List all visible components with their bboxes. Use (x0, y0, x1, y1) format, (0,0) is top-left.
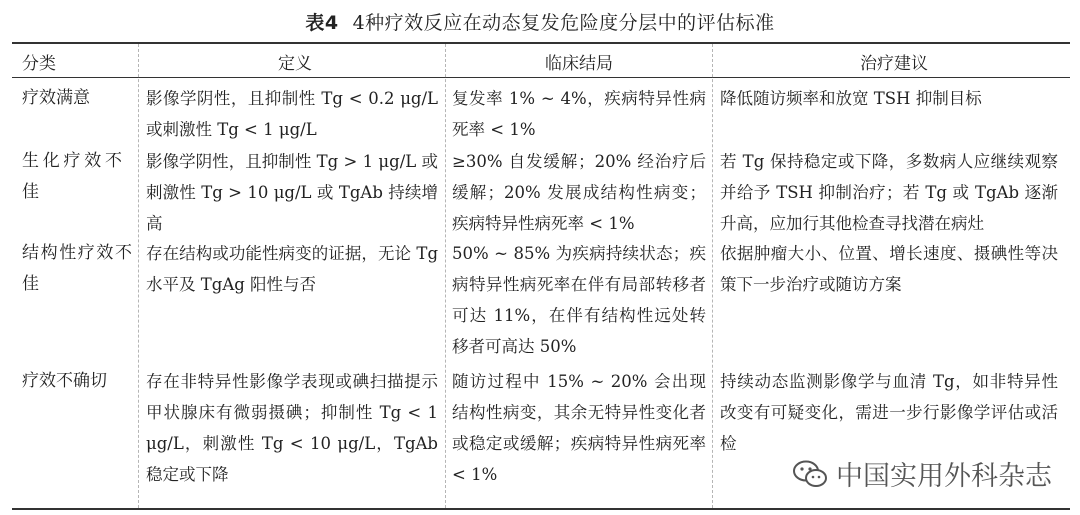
row-outcome: 复发率 1% ~ 4%，疾病特异性病死率 < 1% (452, 89, 706, 139)
header-outcome: 临床结局 (545, 54, 613, 74)
row-category: 结构性疗效不佳 (22, 243, 132, 294)
row-definition: 存在非特异性影像学表现或碘扫描提示甲状腺床有微弱摄碘；抑制性 Tg < 1 μg/L，刺激性 Tg < 10 μg/L，TgAb 稳定或下降 (146, 372, 438, 484)
row-category: 生化疗效不佳 (22, 151, 122, 202)
top-rule (12, 42, 1070, 44)
row-definition: 影像学阴性，且抑制性 Tg > 1 μg/L 或刺激性 Tg > 10 μg/L 或 TgAb 持续增高 (146, 152, 438, 233)
row-outcome: ≥30% 自发缓解；20% 经治疗后缓解；20% 发展成结构性病变；疾病特异性病死率 < 1% (452, 152, 706, 233)
column-divider (138, 44, 139, 508)
table-number: 表4 (305, 12, 339, 34)
row-recommendation: 若 Tg 保持稳定或下降，多数病人应继续观察并给予 TSH 抑制治疗；若 Tg 或 TgAb 逐渐升高，应加行其他检查寻找潜在病灶 (720, 152, 1058, 233)
wechat-icon (792, 459, 828, 489)
row-definition: 影像学阴性，且抑制性 Tg < 0.2 μg/L 或刺激性 Tg < 1 μg/L (146, 89, 438, 139)
header-definition: 定义 (278, 54, 312, 74)
header-rule (12, 77, 1070, 78)
watermark-text: 中国实用外科杂志 (836, 461, 1052, 492)
table-caption (0, 8, 1080, 35)
row-category: 疗效满意 (22, 88, 90, 108)
column-divider (445, 44, 446, 508)
header-category: 分类 (22, 54, 56, 74)
table-title: 4种疗效反应在动态复发危险度分层中的评估标准 (352, 12, 775, 34)
row-recommendation: 依据肿瘤大小、位置、增长速度、摄碘性等决策下一步治疗或随访方案 (720, 244, 1058, 294)
bottom-rule (12, 508, 1070, 510)
row-outcome: 50% ~ 85% 为疾病持续状态；疾病特异性病死率在伴有局部转移者可达 11%，在伴有结构性远处转移者可高达 50% (452, 244, 706, 356)
row-definition: 存在结构或功能性病变的证据，无论 Tg 水平及 TgAg 阳性与否 (146, 244, 438, 294)
row-category: 疗效不确切 (22, 371, 107, 391)
row-recommendation: 持续动态监测影像学与血清 Tg，如非特异性改变有可疑变化，需进一步行影像学评估或活检 (720, 372, 1058, 453)
row-recommendation: 降低随访频率和放宽 TSH 抑制目标 (720, 89, 982, 108)
watermark (792, 454, 1052, 493)
header-recommendation: 治疗建议 (860, 54, 928, 74)
column-divider (712, 44, 713, 508)
row-outcome: 随访过程中 15% ~ 20% 会出现结构性病变，其余无特异性变化者或稳定或缓解；疾病特异性病死率 < 1% (452, 372, 706, 484)
